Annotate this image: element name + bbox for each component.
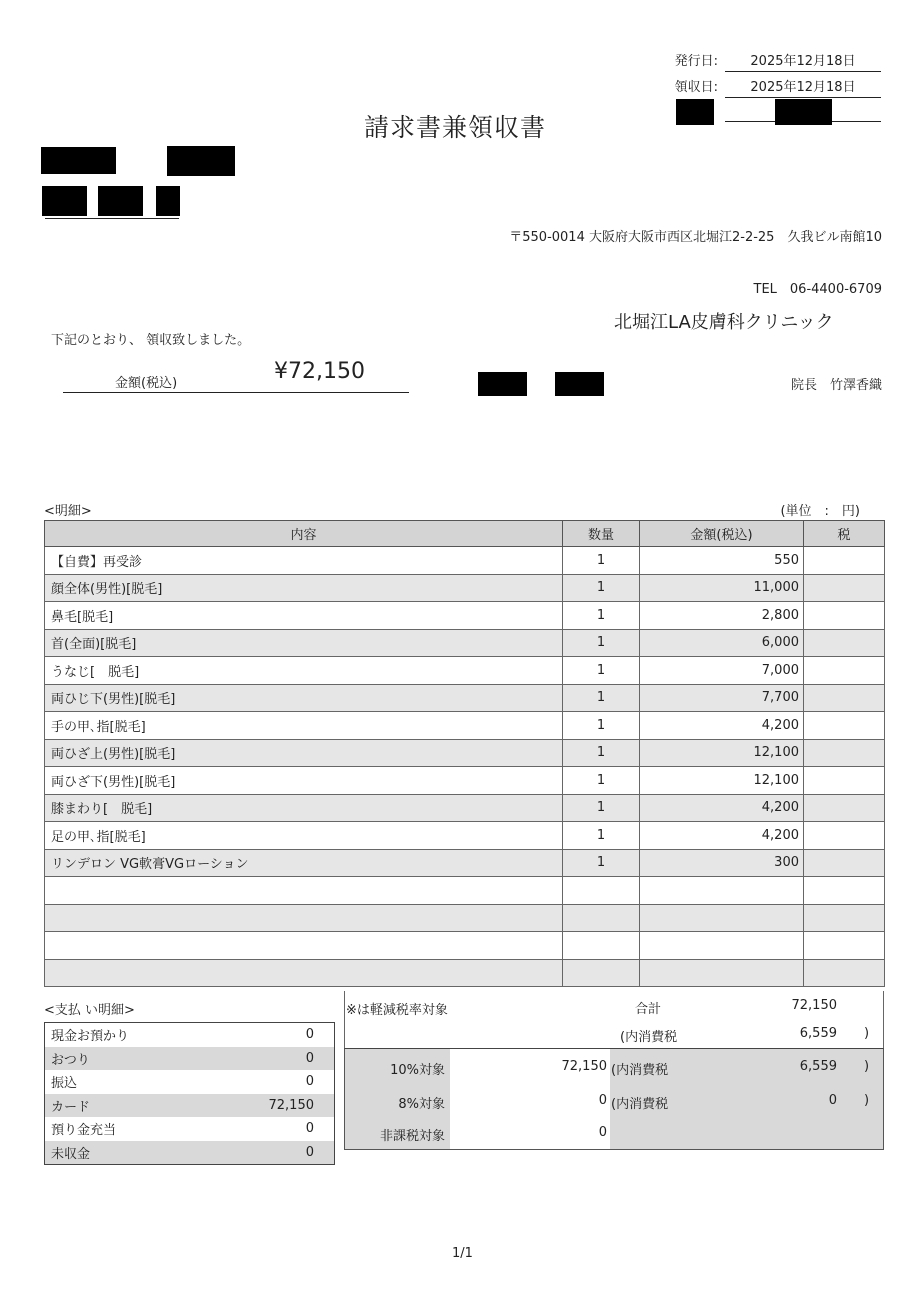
item-description — [45, 877, 563, 905]
incl-tax-value: 6,559 — [799, 1026, 837, 1041]
payment-value: 0 — [235, 1047, 335, 1071]
item-amount: 7,700 — [640, 684, 804, 712]
column-header-tax: 税 — [804, 521, 885, 547]
item-quantity: 1 — [563, 629, 640, 657]
item-amount — [640, 932, 804, 960]
issue-date: 2025年12月18日 — [725, 50, 881, 72]
tax-row-8-value: 0 — [598, 1093, 607, 1108]
item-description: 【自費】再受診 — [45, 547, 563, 575]
item-tax — [804, 959, 885, 987]
item-description: 両ひじ下(男性)[脱毛] — [45, 684, 563, 712]
item-description: 膝まわり[ 脱毛] — [45, 794, 563, 822]
payment-label: おつり — [45, 1047, 235, 1071]
total-label: 合計 — [635, 1002, 662, 1017]
tax-row-8-tax-value: 0 — [828, 1093, 837, 1108]
item-quantity: 1 — [563, 547, 640, 575]
tax-row-10-tax-label: (内消費税 — [611, 1063, 669, 1078]
item-amount: 4,200 — [640, 822, 804, 850]
item-tax — [804, 657, 885, 685]
clinic-tel: TEL 06-4400-6709 — [753, 282, 882, 297]
item-description: 手の甲､指[脱毛] — [45, 712, 563, 740]
redacted-block — [478, 372, 527, 396]
details-table — [44, 520, 885, 987]
recipient-underline — [45, 218, 179, 219]
payment-row — [45, 1094, 335, 1118]
table-row — [45, 877, 885, 905]
item-quantity: 1 — [563, 684, 640, 712]
table-row — [45, 849, 885, 877]
item-amount: 550 — [640, 547, 804, 575]
item-description: 両ひざ下(男性)[脱毛] — [45, 767, 563, 795]
item-tax — [804, 684, 885, 712]
item-amount: 12,100 — [640, 767, 804, 795]
tax-row-8-label: 8%対象 — [398, 1097, 445, 1112]
redacted-block — [775, 99, 832, 125]
payment-row — [45, 1070, 335, 1094]
item-description: うなじ[ 脱毛] — [45, 657, 563, 685]
item-description: 両ひざ上(男性)[脱毛] — [45, 739, 563, 767]
reduced-tax-note: ※は軽減税率対象 — [346, 1003, 448, 1018]
tax-row-10-value: 72,150 — [561, 1059, 607, 1074]
item-amount: 6,000 — [640, 629, 804, 657]
payment-row — [45, 1141, 335, 1165]
payment-table — [44, 1022, 335, 1165]
item-tax — [804, 932, 885, 960]
item-tax — [804, 794, 885, 822]
table-row — [45, 684, 885, 712]
item-amount: 2,800 — [640, 602, 804, 630]
payment-row — [45, 1047, 335, 1071]
redacted-block — [156, 186, 180, 216]
item-description: リンデロン VG軟膏VGローション — [45, 849, 563, 877]
payment-value: 0 — [305, 1121, 314, 1137]
item-description — [45, 959, 563, 987]
redacted-block — [98, 186, 143, 216]
item-tax — [804, 712, 885, 740]
payment-label: カード — [45, 1094, 235, 1118]
item-quantity: 1 — [563, 849, 640, 877]
item-amount — [640, 904, 804, 932]
item-tax — [804, 822, 885, 850]
receipt-note: 下記のとおり、 領収致しました。 — [51, 333, 251, 348]
payment-label: 現金お預かり — [51, 1029, 130, 1045]
page-number: 1/1 — [452, 1246, 473, 1261]
table-row — [45, 574, 885, 602]
payment-value: 0 — [305, 1074, 314, 1090]
tax-row-8-close: ) — [864, 1093, 870, 1108]
redacted-block — [42, 186, 87, 216]
payment-value: 0 — [235, 1141, 335, 1165]
item-amount: 4,200 — [640, 712, 804, 740]
item-quantity: 1 — [563, 794, 640, 822]
item-amount — [640, 877, 804, 905]
item-tax — [804, 849, 885, 877]
incl-tax-close: ) — [864, 1026, 870, 1041]
table-row — [45, 822, 885, 850]
clinic-director: 院長 竹澤香織 — [790, 378, 882, 393]
payment-label: 振込 — [51, 1076, 78, 1092]
table-row — [45, 959, 885, 987]
issue-date-label: 発行日: — [674, 54, 718, 69]
item-tax — [804, 547, 885, 575]
item-quantity — [563, 904, 640, 932]
item-quantity: 1 — [563, 767, 640, 795]
item-tax — [804, 574, 885, 602]
clinic-address: 〒550-0014 大阪府大阪市西区北堀江2-2-25 久我ビル南館10 — [509, 230, 882, 245]
item-quantity: 1 — [563, 739, 640, 767]
details-section-label: <明細> — [44, 504, 92, 519]
item-description: 鼻毛[脱毛] — [45, 602, 563, 630]
incl-tax-label: (内消費税 — [620, 1030, 678, 1045]
tax-row-8-tax-label: (内消費税 — [611, 1097, 669, 1112]
redacted-block — [167, 146, 235, 176]
item-amount — [640, 959, 804, 987]
redacted-block — [676, 99, 714, 125]
item-amount: 4,200 — [640, 794, 804, 822]
item-tax — [804, 739, 885, 767]
payment-label: 未収金 — [45, 1141, 235, 1165]
column-header-content: 内容 — [45, 521, 563, 547]
payment-label: 預り金充当 — [51, 1123, 117, 1139]
item-quantity: 1 — [563, 657, 640, 685]
payment-row — [45, 1117, 335, 1141]
item-quantity: 1 — [563, 602, 640, 630]
payment-value: 72,150 — [235, 1094, 335, 1118]
table-row — [45, 547, 885, 575]
amount-underline — [63, 392, 409, 393]
table-row — [45, 602, 885, 630]
redacted-block — [41, 147, 116, 174]
amount-value: ¥72,150 — [274, 359, 365, 384]
item-quantity: 1 — [563, 712, 640, 740]
table-row — [45, 794, 885, 822]
unit-label: (単位 : 円) — [780, 504, 860, 519]
item-tax — [804, 767, 885, 795]
item-tax — [804, 602, 885, 630]
clinic-name: 北堀江LA皮膚科クリニック — [614, 312, 834, 333]
table-row — [45, 657, 885, 685]
item-description: 足の甲､指[脱毛] — [45, 822, 563, 850]
item-quantity — [563, 877, 640, 905]
item-amount: 300 — [640, 849, 804, 877]
tax-row-10-tax-value: 6,559 — [799, 1059, 837, 1074]
table-row — [45, 739, 885, 767]
receipt-date-label: 領収日: — [674, 80, 718, 95]
column-header-qty: 数量 — [563, 521, 640, 547]
total-value: 72,150 — [791, 998, 837, 1013]
table-row — [45, 629, 885, 657]
item-amount: 7,000 — [640, 657, 804, 685]
item-description: 首(全面)[脱毛] — [45, 629, 563, 657]
item-quantity — [563, 932, 640, 960]
tax-row-10-close: ) — [864, 1059, 870, 1074]
document-title: 請求書兼領収書 — [364, 113, 547, 142]
item-quantity — [563, 959, 640, 987]
item-quantity: 1 — [563, 822, 640, 850]
item-quantity: 1 — [563, 574, 640, 602]
table-row — [45, 712, 885, 740]
payment-row — [45, 1023, 335, 1047]
item-description: 顔全体(男性)[脱毛] — [45, 574, 563, 602]
tax-row-exempt-value: 0 — [598, 1125, 607, 1140]
payment-section-label: <支払 い明細> — [44, 1003, 135, 1018]
item-description — [45, 904, 563, 932]
table-row — [45, 932, 885, 960]
amount-label: 金額(税込) — [115, 376, 178, 391]
column-header-amount: 金額(税込) — [640, 521, 804, 547]
table-row — [45, 904, 885, 932]
receipt-date: 2025年12月18日 — [725, 76, 881, 98]
table-row — [45, 767, 885, 795]
item-description — [45, 932, 563, 960]
item-tax — [804, 877, 885, 905]
redacted-block — [555, 372, 604, 396]
item-amount: 12,100 — [640, 739, 804, 767]
item-tax — [804, 904, 885, 932]
item-amount: 11,000 — [640, 574, 804, 602]
payment-value: 0 — [305, 1027, 314, 1043]
item-tax — [804, 629, 885, 657]
details-header-row — [45, 521, 885, 547]
tax-row-10-label: 10%対象 — [390, 1063, 445, 1078]
tax-row-exempt-label: 非課税対象 — [379, 1129, 445, 1144]
